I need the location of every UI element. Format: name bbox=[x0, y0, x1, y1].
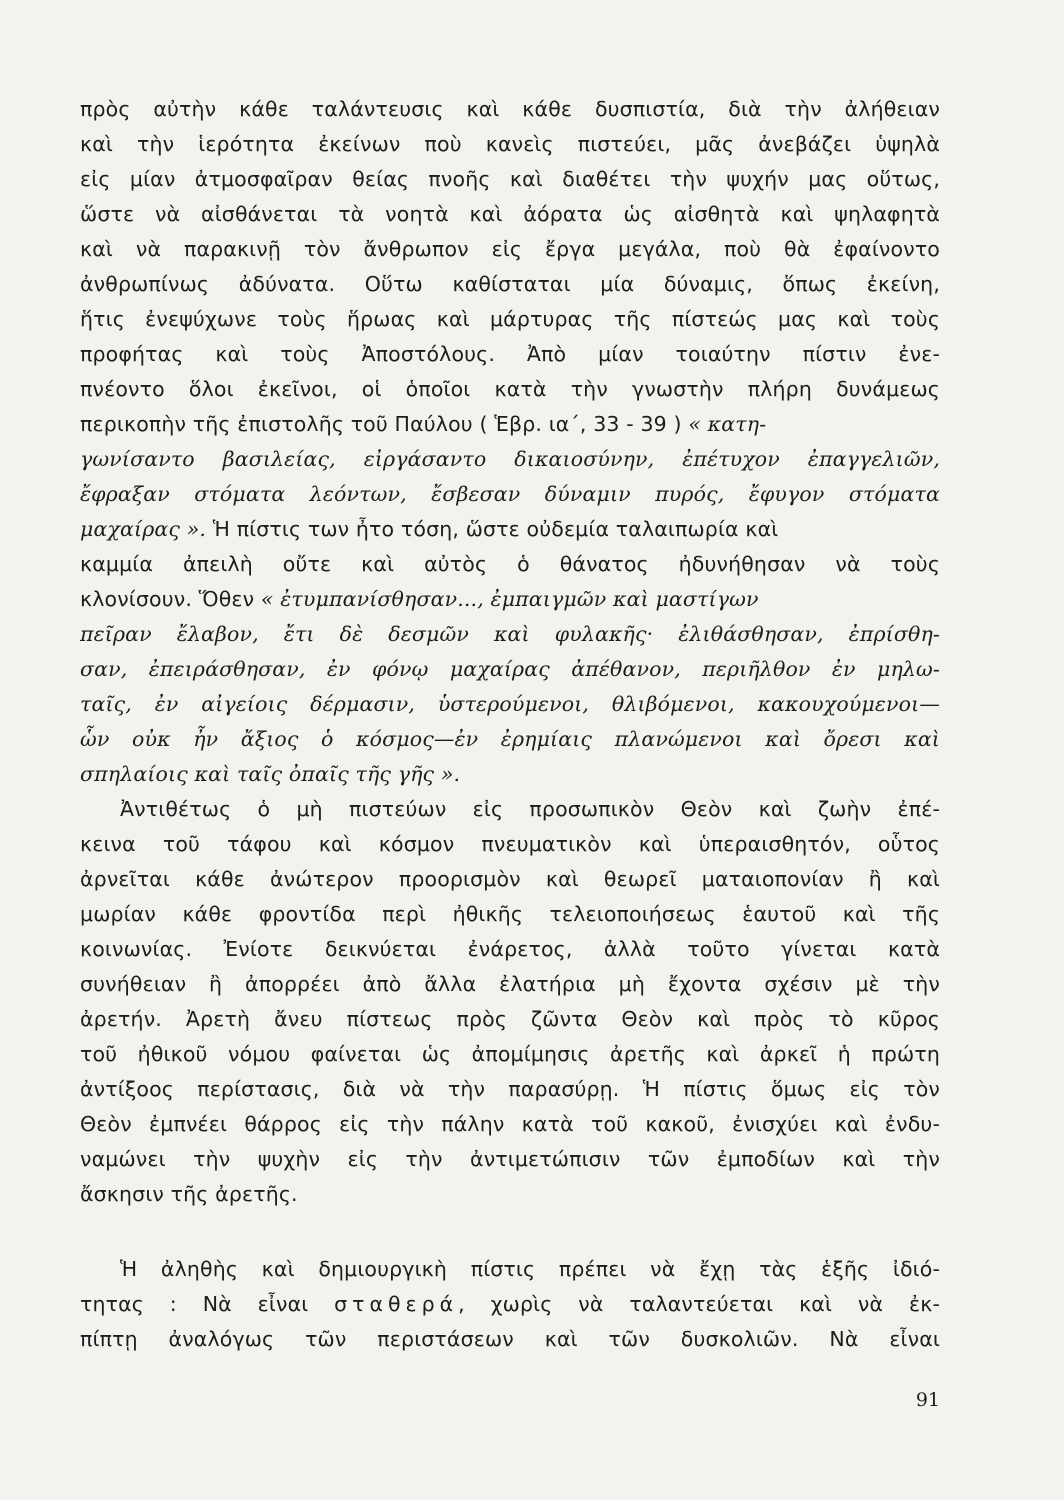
quote-text: « κατη- bbox=[688, 412, 767, 436]
text-line: ἀρετήν. Ἀρετὴ ἄνευ πίστεως πρὸς ζῶντα Θεὸν καὶ πρὸς τὸ κῦρος bbox=[80, 1007, 940, 1031]
quote-line: πεῖραν ἔλαβον, ἔτι δὲ δεσμῶν καὶ φυλακῆς· ἐλιθάσθησαν, ἐπρίσθη- bbox=[80, 622, 940, 646]
text-line bbox=[80, 514, 940, 544]
text-line: καμμία ἀπειλὴ οὔτε καὶ αὐτὸς ὁ θάνατος ἠδυνήθησαν νὰ τοὺς bbox=[80, 552, 940, 576]
text-line: εἰς μίαν ἀτμοσφαῖραν θείας πνοῆς καὶ διαθέτει τὴν ψυχήν μας οὕτως, bbox=[80, 167, 940, 191]
text-line bbox=[80, 584, 940, 614]
line-text: τητας : Νὰ εἶναι bbox=[80, 1292, 335, 1316]
quote-line: σπηλαίοις καὶ ταῖς ὀπαῖς τῆς γῆς ». bbox=[80, 762, 461, 786]
line-text: περικοπὴν τῆς ἐπιστολῆς τοῦ Παύλου ( Ἑβρ. ια΄, 33 - 39 ) bbox=[80, 412, 689, 436]
text-line: κοινωνίας. Ἐνίοτε δεικνύεται ἐνάρετος, ἀλλὰ τοῦτο γίνεται κατὰ bbox=[80, 937, 940, 961]
quote-line: ἔφραξαν στόματα λεόντων, ἔσβεσαν δύναμιν πυρός, ἔφυγον στόματα bbox=[80, 482, 940, 506]
text-line: ἄσκησιν τῆς ἀρετῆς. bbox=[80, 1182, 298, 1206]
text-line: Ἡ ἀληθὴς καὶ δημιουργικὴ πίστις πρέπει νὰ ἔχῃ τὰς ἑξῆς ἰδιό- bbox=[120, 1257, 940, 1281]
page-number: 91 bbox=[915, 1389, 940, 1411]
text-line bbox=[80, 409, 940, 439]
quote-text: μαχαίρας ». bbox=[80, 517, 207, 541]
text-line: ὥστε νὰ αἰσθάνεται τὰ νοητὰ καὶ ἀόρατα ὡς αἰσθητὰ καὶ ψηλαφητὰ bbox=[80, 202, 940, 226]
text-line: καὶ τὴν ἱερότητα ἐκείνων ποὺ κανεὶς πιστεύει, μᾶς ἀνεβάζει ὑψηλὰ bbox=[80, 132, 940, 156]
text-line: ἥτις ἐνεψύχωνε τοὺς ἥρωας καὶ μάρτυρας τῆς πίστεώς μας καὶ τοὺς bbox=[80, 307, 940, 331]
text-line: Ἀντιθέτως ὁ μὴ πιστεύων εἰς προσωπικὸν Θεὸν καὶ ζωὴν ἐπέ- bbox=[120, 797, 940, 821]
emphasis-text: σταθερά bbox=[334, 1292, 459, 1316]
quote-line: ταῖς, ἐν αἰγείοις δέρμασιν, ὑστερούμενοι, θλιβόμενοι, κακουχούμενοι— bbox=[80, 692, 940, 716]
text-line: ναμώνει τὴν ψυχὴν εἰς τὴν ἀντιμετώπισιν τῶν ἐμποδίων καὶ τὴν bbox=[80, 1147, 940, 1171]
text-line: ἀντίξοος περίστασις, διὰ νὰ τὴν παρασύρῃ. Ἡ πίστις ὅμως εἰς τὸν bbox=[80, 1077, 940, 1101]
text-line: κεινα τοῦ τάφου καὶ κόσμον πνευματικὸν καὶ ὑπεραισθητόν, οὗτος bbox=[80, 832, 940, 856]
text-line: συνήθειαν ἢ ἀπορρέει ἀπὸ ἄλλα ἐλατήρια μὴ ἔχοντα σχέσιν μὲ τὴν bbox=[80, 972, 940, 996]
quote-line: γωνίσαντο βασιλείας, εἰργάσαντο δικαιοσύνην, ἐπέτυχον ἐπαγγελιῶν, bbox=[80, 447, 940, 471]
quote-line: ὧν οὐκ ἦν ἄξιος ὁ κόσμος—ἐν ἐρημίαις πλανώμενοι καὶ ὄρεσι καὶ bbox=[80, 727, 940, 751]
text-line: Θεὸν ἐμπνέει θάρρος εἰς τὴν πάλην κατὰ τοῦ κακοῦ, ἐνισχύει καὶ ἐνδυ- bbox=[80, 1112, 940, 1136]
quote-line: σαν, ἐπειράσθησαν, ἐν φόνῳ μαχαίρας ἀπέθανον, περιῆλθον ἐν μηλω- bbox=[80, 657, 940, 681]
text-line: πρὸς αὐτὴν κάθε ταλάντευσις καὶ κάθε δυσπιστία, διὰ τὴν ἀλήθειαν bbox=[80, 97, 940, 121]
text-line: καὶ νὰ παρακινῇ τὸν ἄνθρωπον εἰς ἔργα μεγάλα, ποὺ θὰ ἐφαίνοντο bbox=[80, 237, 940, 261]
text-line: μωρίαν κάθε φροντίδα περὶ ἠθικῆς τελειοποιήσεως ἑαυτοῦ καὶ τῆς bbox=[80, 902, 940, 926]
text-line: πνέοντο ὅλοι ἐκεῖνοι, οἱ ὁποῖοι κατὰ τὴν γνωστὴν πλήρη δυνάμεως bbox=[80, 377, 940, 401]
text-line: τοῦ ἠθικοῦ νόμου φαίνεται ὡς ἀπομίμησις ἀρετῆς καὶ ἀρκεῖ ἡ πρώτη bbox=[80, 1042, 940, 1066]
line-text: κλονίσουν. Ὅθεν bbox=[80, 587, 261, 611]
quote-text: « ἐτυμπανίσθησαν..., ἐμπαιγμῶν καὶ μαστίγων bbox=[260, 587, 759, 611]
text-line: ἀρνεῖται κάθε ἀνώτερον προορισμὸν καὶ θεωρεῖ ματαιοπονίαν ἢ καὶ bbox=[80, 867, 940, 891]
line-text: , χωρὶς νὰ ταλαντεύεται καὶ νὰ ἐκ- bbox=[458, 1292, 940, 1316]
text-line: ἀνθρωπίνως ἀδύνατα. Οὕτω καθίσταται μία δύναμις, ὅπως ἐκείνη, bbox=[80, 272, 940, 296]
text-line bbox=[80, 1289, 940, 1319]
text-line: πίπτῃ ἀναλόγως τῶν περιστάσεων καὶ τῶν δυσκολιῶν. Νὰ εἶναι bbox=[80, 1327, 940, 1351]
text-line: προφήτας καὶ τοὺς Ἀποστόλους. Ἀπὸ μίαν τοιαύτην πίστιν ἐνε- bbox=[80, 342, 940, 366]
line-text: Ἡ πίστις των ἦτο τόση, ὥστε οὐδεμία ταλαιπωρία καὶ bbox=[206, 517, 779, 541]
